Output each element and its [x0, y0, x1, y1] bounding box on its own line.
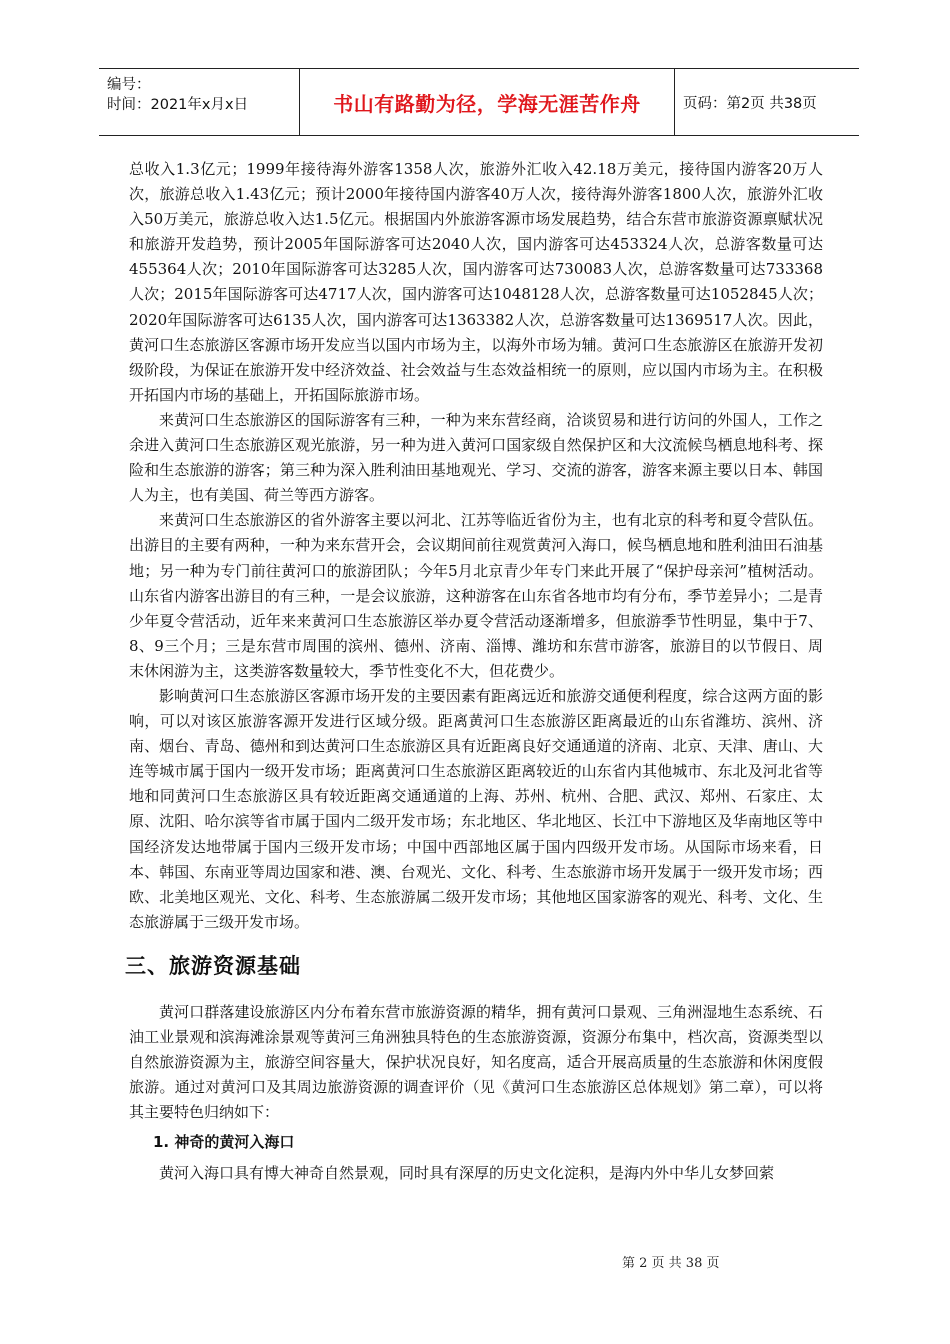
document-body: [125, 157, 823, 1186]
motto: 书山有路勤为径，学海无涯苦作舟: [333, 91, 641, 116]
paragraph: 黄河口群落建设旅游区内分布着东营市旅游资源的精华，拥有黄河口景观、三角洲湿地生态系统、石油工业景观和滨海滩涂景观等黄河三角洲独具特色的生态旅游资源，资源分布集中，档次高，资源类型以自然旅游资源为主，旅游空间容量大，保护状况良好，知名度高，适合开展高质量的生态旅游和休闲度假旅游。通过对黄河口及其周边旅游资源的调查评价（见《黄河口生态旅游区总体规划》第二章），可以将其主要特色归纳如下：: [129, 1002, 823, 1122]
paragraph: 来黄河口生态旅游区的省外游客主要以河北、江苏等临近省份为主，也有北京的科考和夏令营队伍。出游目的主要有两种，一种为来东营开会，会议期间前往观赏黄河入海口，候鸟栖息地和胜利油田石油基地；另一种为专门前往黄河口的旅游团队；今年5月北京青少年专门来此开展了“保护母亲河”植树活动。山东省内游客出游目的有三种，一是会议旅游，这种游客在山东省各地市均有分布，季节差异小；二是青少年夏令营活动，近年来来黄河口生态旅游区举办夏令营活动逐渐增多，但旅游季节性明显，集中于7、8、9三个月；三是东营市周围的滨州、德州、济南、淄博、潍坊和东营市游客，旅游目的以节假日、周末休闲游为主，这类游客数量较大，季节性变化不大，但花费少。: [129, 511, 823, 680]
subheading: 1. 神奇的黄河入海口: [153, 1133, 295, 1152]
section-heading: 三、旅游资源基础: [125, 953, 301, 978]
page-label: 页码：第2页 共38页: [683, 95, 817, 112]
header-page-cell: [675, 69, 859, 135]
page-header: [99, 68, 859, 136]
paragraph: 影响黄河口生态旅游区客源市场开发的主要因素有距离远近和旅游交通便利程度，综合这两方面的影响，可以对该区旅游客源开发进行区域分级。距离黄河口生态旅游区距离最近的山东省潍坊、滨州、济南、烟台、青岛、德州和到达黄河口生态旅游区具有近距离良好交通通道的济南、北京、天津、唐山、大连等城市属于国内一级开发市场；距离黄河口生态旅游区距离较近的山东省内其他城市、东北及河北省等地和同黄河口生态旅游区具有较近距离交通通道的上海、苏州、杭州、合肥、武汉、郑州、石家庄、太原、沈阳、哈尔滨等省市属于国内二级开发市场；东北地区、华北地区、长江中下游地区及华南地区等中国经济发达地带属于国内三级开发市场；中国中西部地区属于国内四级开发市场。从国际市场来看，日本、韩国、东南亚等周边国家和港、澳、台观光、文化、科考、生态旅游市场开发属于一级开发市场；西欧、北美地区观光、文化、科考、生态旅游属二级开发市场；其他地区国家游客的观光、科考、文化、生态旅游属于三级开发市场。: [129, 686, 823, 931]
paragraph: 来黄河口生态旅游区的国际游客有三种，一种为来东营经商，洽谈贸易和进行访问的外国人，工作之余进入黄河口生态旅游区观光旅游，另一种为进入黄河口国家级自然保护区和大汶流候鸟栖息地科考、探险和生态旅游的游客；第三种为深入胜利油田基地观光、学习、交流的游客，游客来源主要以日本、韩国人为主，也有美国、荷兰等西方游客。: [129, 410, 823, 505]
paragraph: 总收入1.3亿元；1999年接待海外游客1358人次，旅游外汇收入42.18万美元，接待国内游客20万人次，旅游总收入1.43亿元；预计2000年接待国内游客40万人次，接待海外游客1800人次，旅游外汇收入50万美元，旅游总收入达1.5亿元。根据国内外旅游客源市场发展趋势，结合东营市旅游资源禀赋状况和旅游开发趋势，预计2005年国际游客可达2040人次，国内游客可达453324人次，总游客数量可达455364人次；2010年国际游客可达3285人次，国内游客可达730083人次，总游客数量可达733368人次；2015年国际游客可达4717人次，国内游客可达1048128人次，总游客数量可达1052845人次；2020年国际游客可达6135人次，国内游客可达1363382人次，总游客数量可达1369517人次。因此，黄河口生态旅游区客源市场开发应当以国内市场为主，以海外市场为辅。黄河口生态旅游区在旅游开发初级阶段，为保证在旅游开发中经济效益、社会效益与生态效益相统一的原则，应以国内市场为主。在积极开拓国内市场的基础上，开拓国际旅游市场。: [129, 160, 823, 404]
header-info-cell: [99, 69, 300, 135]
footer-page-number: 第 2 页 共 38 页: [622, 1256, 720, 1271]
paragraph: 黄河入海口具有博大神奇自然景观，同时具有深厚的历史文化淀积，是海内外中华儿女梦回萦: [159, 1164, 775, 1183]
header-motto-cell: [300, 69, 675, 135]
number-label: 编号：: [107, 77, 151, 93]
time-label: 时间：2021年x月x日: [107, 97, 249, 113]
